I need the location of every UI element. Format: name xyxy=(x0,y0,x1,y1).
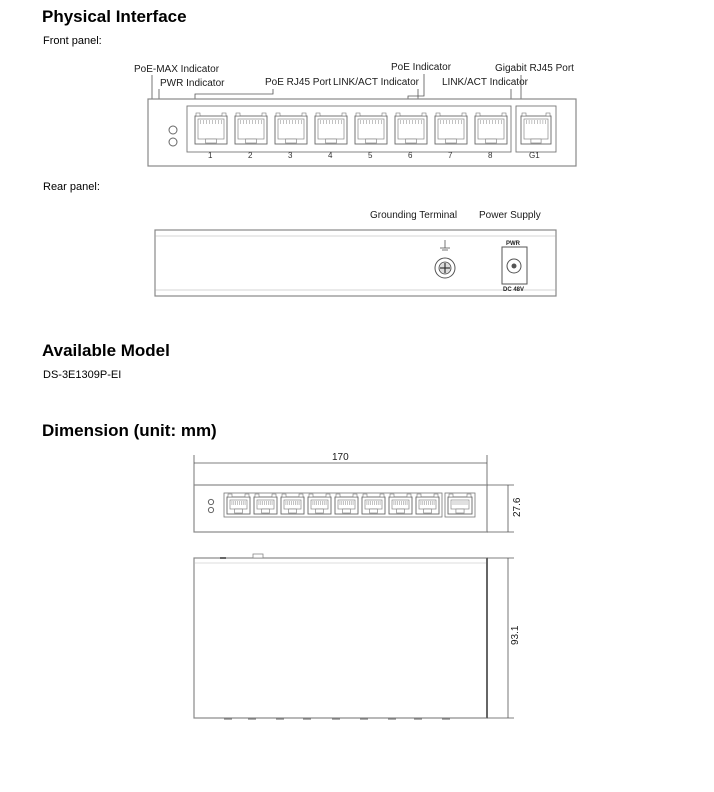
dim-port xyxy=(308,494,331,514)
poe-port-2 xyxy=(235,113,267,144)
port-number: 4 xyxy=(328,151,333,160)
port-number: 6 xyxy=(408,151,413,160)
pwr-led xyxy=(169,126,177,134)
dim-port xyxy=(227,494,250,514)
callout-link-act-1: LINK/ACT Indicator xyxy=(333,77,419,88)
port-number: 1 xyxy=(208,151,213,160)
port-number: G1 xyxy=(529,151,540,160)
poe-port-3 xyxy=(275,113,307,144)
gigabit-port-g1 xyxy=(521,113,551,144)
dimension-width: 170 xyxy=(332,452,349,463)
rear-panel-body xyxy=(155,230,556,296)
callout-poe-rj45: PoE RJ45 Port xyxy=(265,77,332,88)
rear-panel-label: Rear panel: xyxy=(43,181,100,193)
dimension-top-view xyxy=(194,558,487,718)
dim-port xyxy=(281,494,304,514)
physical-interface-heading: Physical Interface xyxy=(42,7,187,26)
port-number: 8 xyxy=(488,151,493,160)
front-panel-label: Front panel: xyxy=(43,35,102,47)
dim-port-g1 xyxy=(448,494,472,514)
height-dimension-line xyxy=(487,485,514,532)
port-number: 2 xyxy=(248,151,253,160)
dim-port xyxy=(362,494,385,514)
poe-port-7 xyxy=(435,113,467,144)
dimension-front-ports xyxy=(227,494,472,514)
front-ports xyxy=(195,113,551,144)
poe-port-8 xyxy=(475,113,507,144)
dim-port xyxy=(389,494,412,514)
dim-port xyxy=(416,494,439,514)
front-panel-diagram xyxy=(0,0,714,175)
port-number: 5 xyxy=(368,151,373,160)
callout-poe-max: PoE-MAX Indicator xyxy=(134,64,220,75)
dimension-depth: 93.1 xyxy=(510,625,521,645)
power-jack-icon xyxy=(502,247,527,284)
port-number: 7 xyxy=(448,151,453,160)
available-model-heading: Available Model xyxy=(42,341,170,360)
poe-port-4 xyxy=(315,113,347,144)
callout-pwr: PWR Indicator xyxy=(160,78,225,89)
dim-port xyxy=(254,494,277,514)
dimension-heading: Dimension (unit: mm) xyxy=(42,421,217,440)
rear-panel-diagram xyxy=(0,200,714,320)
dim-port xyxy=(335,494,358,514)
poe-port-5 xyxy=(355,113,387,144)
callout-power-supply: Power Supply xyxy=(479,210,541,221)
poe-port-1 xyxy=(195,113,227,144)
callout-gigabit: Gigabit RJ45 Port xyxy=(495,63,574,74)
dimension-height: 27.6 xyxy=(512,497,523,517)
callout-grounding: Grounding Terminal xyxy=(370,210,458,221)
dc-48v-label: DC 48V xyxy=(503,287,525,293)
callout-poe-indicator: PoE Indicator xyxy=(391,62,452,73)
callout-link-act-2: LINK/ACT Indicator xyxy=(442,77,528,88)
dimension-diagram xyxy=(0,445,714,735)
poe-max-led xyxy=(169,138,177,146)
pwr-port-label: PWR xyxy=(506,241,520,247)
port-number: 3 xyxy=(288,151,293,160)
poe-port-6 xyxy=(395,113,427,144)
model-number: DS-3E1309P-EI xyxy=(43,369,122,381)
